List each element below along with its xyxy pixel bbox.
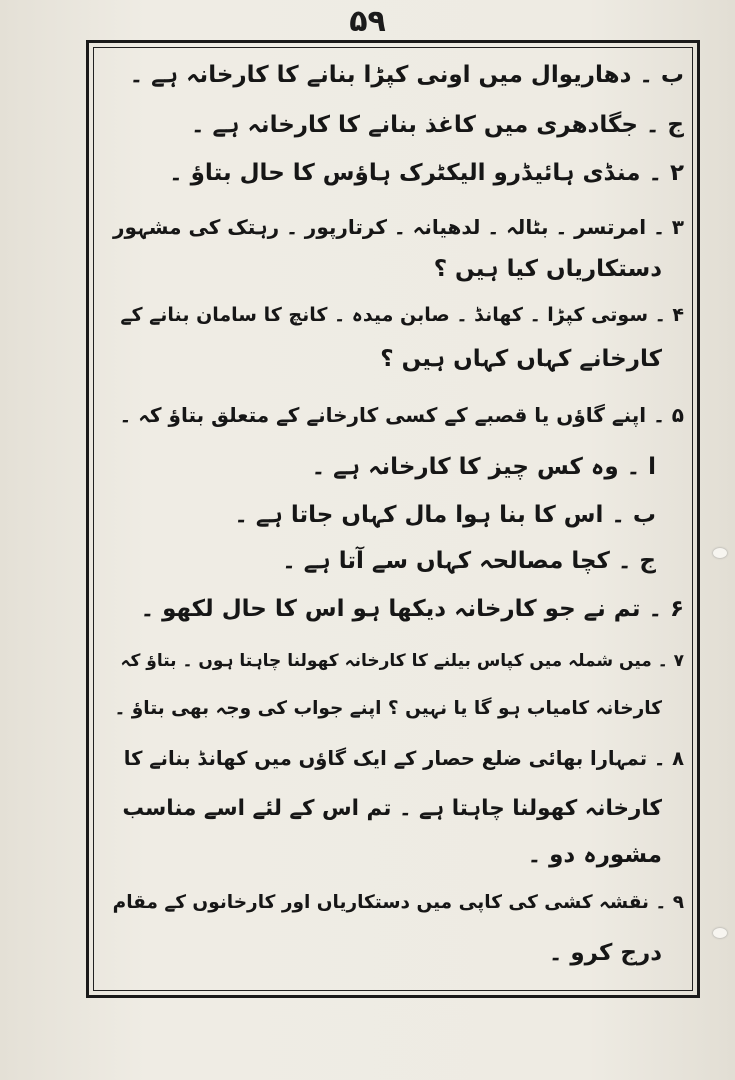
page-number: ۵۹ xyxy=(349,4,386,39)
text-line: ب ۔ اس کا بنا ہوا مال کہاں جاتا ہے ۔ xyxy=(234,502,656,528)
text-line: دستکاریاں کیا ہیں ؟ xyxy=(433,256,662,282)
text-line: ۴ ۔ سوتی کپڑا ۔ کھانڈ ۔ صابن میدہ ۔ کانچ کا سامان بنانے کے xyxy=(120,304,684,326)
text-line: ۲ ۔ منڈی ہائیڈرو الیکٹرک ہاؤس کا حال بتاؤ ۔ xyxy=(169,160,684,186)
text-line: ب ۔ دھاریوال میں اونی کپڑا بنانے کا کارخانہ ہے ۔ xyxy=(129,62,684,88)
text-line: ۸ ۔ تمہارا بھائی ضلع حصار کے ایک گاؤں میں کھانڈ بنانے کا xyxy=(123,747,684,770)
text-line: ۹ ۔ نقشہ کشی کی کاپی میں دستکاریاں اور کارخانوں کے مقام xyxy=(112,892,684,913)
text-line: ا ۔ وہ کس چیز کا کارخانہ ہے ۔ xyxy=(311,454,656,480)
exercise-text xyxy=(104,54,684,984)
text-line: ج ۔ کچا مصالحہ کہاں سے آتا ہے ۔ xyxy=(282,548,656,574)
text-line: ۵ ۔ اپنے گاؤں یا قصبے کے کسی کارخانے کے متعلق بتاؤ کہ ۔ xyxy=(119,403,684,427)
text-line: کارخانے کہاں کہاں ہیں ؟ xyxy=(380,346,662,372)
binding-hole xyxy=(713,548,727,558)
text-line: درج کرو ۔ xyxy=(548,940,662,966)
binding-hole xyxy=(713,928,727,938)
text-line: کارخانہ کھولنا چاہتا ہے ۔ تم اس کے لئے اسے مناسب xyxy=(122,796,662,821)
text-line: ۶ ۔ تم نے جو کارخانہ دیکھا ہو اس کا حال لکھو ۔ xyxy=(140,596,684,622)
text-line: ۳ ۔ امرتسر ۔ بٹالہ ۔ لدھیانہ ۔ کرتارپور ۔ رہتک کی مشہور xyxy=(112,215,684,239)
text-line: مشورہ دو ۔ xyxy=(527,842,662,868)
text-line: ۷ ۔ میں شملہ میں کپاس بیلنے کا کارخانہ کھولنا چاہتا ہوں ۔ بتاؤ کہ xyxy=(120,651,684,671)
text-line: کارخانہ کامیاب ہو گا یا نہیں ؟ اپنے جواب کی وجہ بھی بتاؤ ۔ xyxy=(114,698,662,719)
text-line: ج ۔ جگادھری میں کاغذ بنانے کا کارخانہ ہے ۔ xyxy=(191,112,684,138)
